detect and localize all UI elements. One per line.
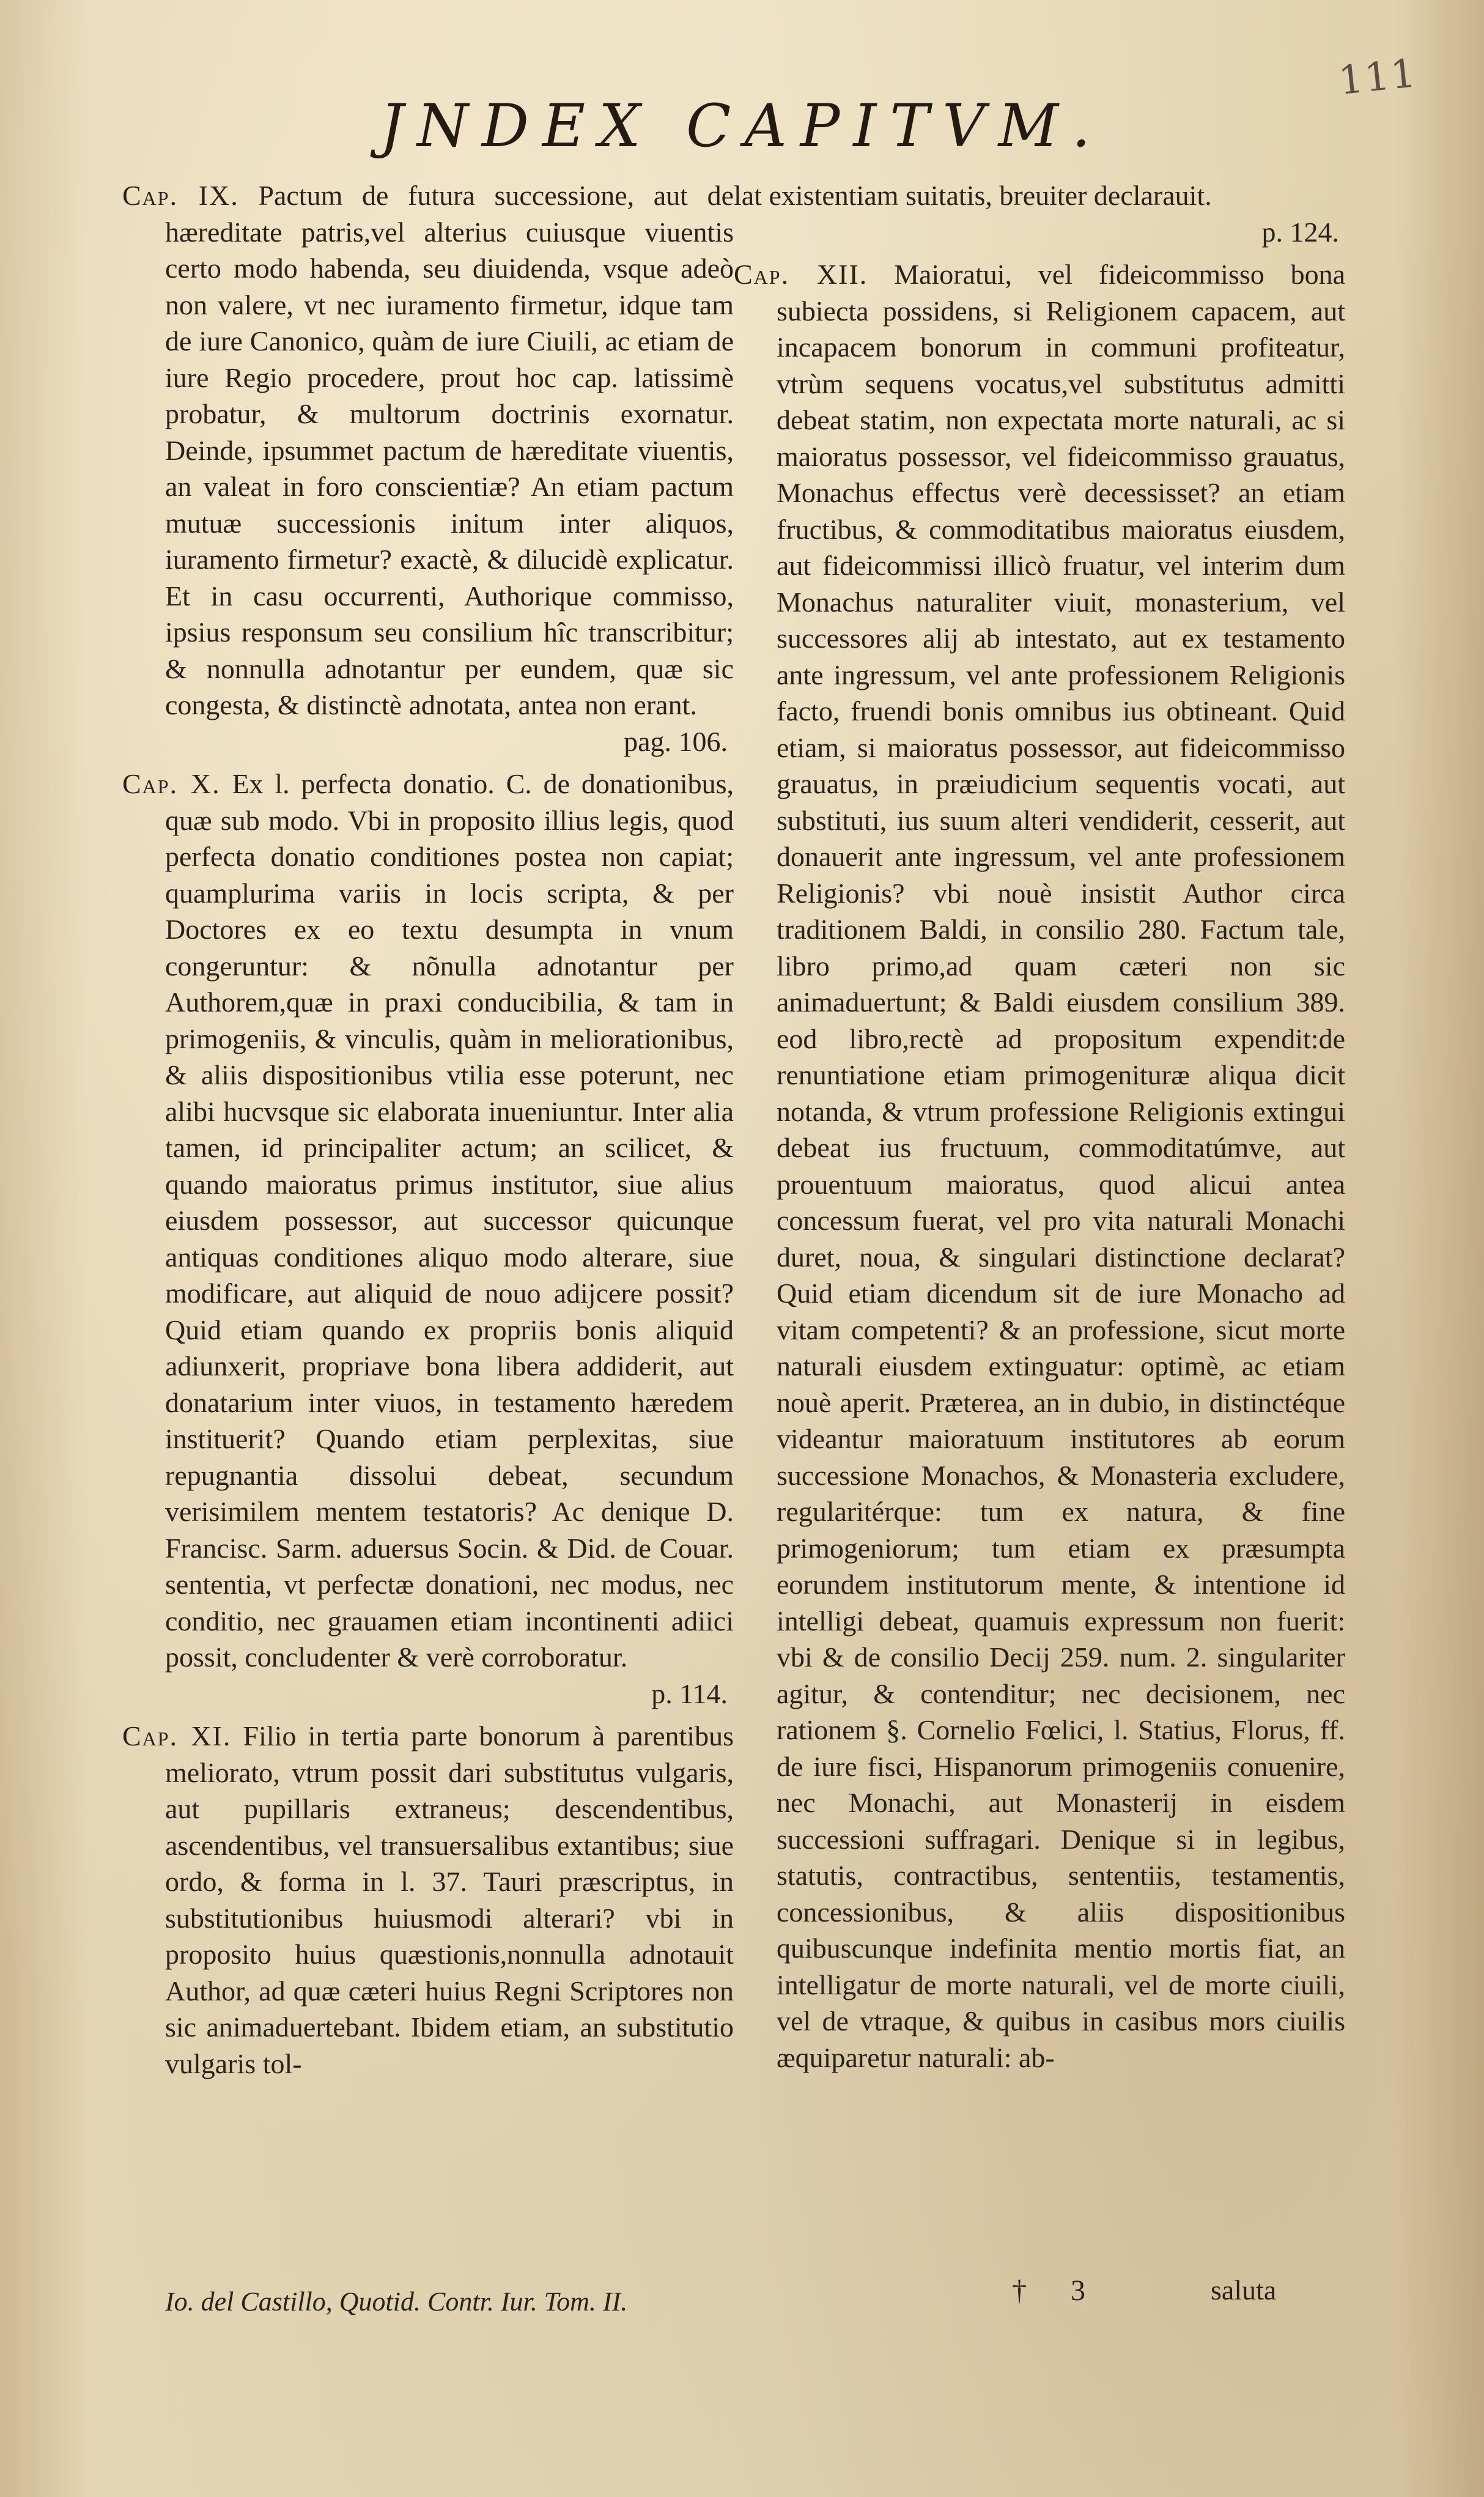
page-header: JNDEX CAPITVM. [380,92,1104,160]
entry-text: Maioratui, vel fideicommisso bona subiecta possidens, si Religionem capacem, aut incapacem bonorum in communi profiteatur, vtrùm sequens vocatus,vel substitutus admitti debeat statim, non expectata morte naturali, ac si maioratus possessor, vel fideicommisso grauatus, Monachus effectus verè decessisset? an etiam fructibus, & commoditatibus maioratus eiusdem, aut fideicommissi illicò fruatur, vel interim dum Monachus naturaliter viuit, monasterium, vel successores alij ab intestato, aut ex testamento ante ingressum, vel ante professionem Religionis facto, fruendi bonis omnibus ius obtineant. Quid etiam, si maioratus possessor, aut fideicommisso grauatus, in præiudicium sequentis vocati, aut substituti, ius suum alteri vendiderit, cesserit, aut donauerit ante ingressum, vel ante professionem Religionis? vbi nouè insistit Author circa traditionem Baldi, in consilio 280. Factum tale, libro primo,ad quam cæteri non sic animaduertunt; & Baldi eiusdem consilium 389. eod libro,rectè ad propositum expendit:de renuntiatione etiam primogenituræ aliqua dicit notanda, & vtrum professione Religionis extingui debeat ius fructuum, commoditatúmve, aut prouentuum maioratus, quod alicui antea concessum fuerat, vel pro vita naturali Monachi duret, noua, & singulari distinctione declarat? Quid etiam dicendum sit de iure Monacho ad vitam competenti? & an professione, sicut morte naturali eiusdem extinguatur: optimè, ac etiam nouè aperit. Præterea, an in dubio, in distinctéque videantur maioratuum institutores ab eorum successione Monachos, & Monasteria excludere, regularitérque: tum ex natura, & fine primogeniorum; tum etiam ex præsumpta eorundem institutorum mente, & intentione id intelligi debeat, quamuis expressum non fuerit: vbi & de consilio Decij 259. num. 2. singulariter agitur, & contenditur; nec decisionem, nec rationem §. Cornelio Fœlici, l. Statius, Florus, ff. de iure fisci, Hispanorum primogeniis conuenire, nec Monachi, aut Monasterij in eisdem successioni suffragari. Denique si in legibus, statutis, contractibus, sententiis, testamentis, concessionibus, & aliis dispositionibus quibuscunque indefinita mentio mortis fiat, an intelligatur de morte naturali, vel de morte ciuili, vel de vtraque, & quibus in casibus mors ciuilis æquiparetur naturali: ab- [777,259,1345,2073]
page-reference: p. 114. [651,1678,728,1709]
page-reference: pag. 106. [624,725,728,757]
index-entry-continuation [734,177,1345,250]
catchword: saluta [1211,2274,1277,2306]
entry-text: Pactum de futura successione, aut de hæreditate patris,vel alterius cuiusque viuentis certo modo habenda, seu diuidenda, vsque adeò non valere, vt nec iuramento firmetur, idque tam de iure Canonico, quàm de iure Ciuili, ac etiam de iure Regio procedere, prout hoc cap. latissimè probatur, & multorum doctrinis exornatur. Deinde, ipsummet pactum de hæreditate viuentis, an valeat in foro conscientiæ? An etiam pactum mutuæ successionis initum inter aliquos, iuramento firmetur? exactè, & dilucidè explicatur. Et in casu occurrenti, Authorique commisso, ipsius responsum seu consilium hîc transcribitur; & nonnulla adnotantur per eundem, quæ sic congesta, & distinctè adnotata, antea non erant. [165,180,734,720]
page-reference: p. 124. [1261,216,1339,248]
entry-text: lat existentiam suitatis, breuiter declarauit. [734,180,1212,211]
index-entry-cap-x [122,766,734,1712]
signature-mark: † 3 [1012,2274,1104,2307]
entry-text: Filio in tertia parte bonorum à parentibus meliorato, vtrum possit dari substitutus vulgaris, aut pupillaris extraneus; descendentibus, ascendentibus, vel transuersalibus extantibus; siue ordo, & forma in l. 37. Tauri præscriptus, in substitutionibus huiusmodi alterari? vbi in proposito huius quæstionis,nonnulla adnotauit Author, ad quæ cæteri huius Regni Scriptores non sic animaduertebant. Ibidem etiam, an substitutio vulgaris tol- [165,1720,734,2079]
chapter-label: Cap. X. [122,768,221,799]
right-column [734,177,1345,2082]
margin-mark: 111 [1336,51,1419,105]
index-entry-cap-xi [122,1718,734,2082]
left-column [122,177,734,2088]
index-entry-cap-ix [122,177,734,760]
running-title: Io. del Castillo, Quotid. Contr. Iur. Tom. II. [165,2287,628,2317]
chapter-label: Cap. IX. [122,180,239,211]
chapter-label: Cap. XII. [734,259,868,290]
index-entry-cap-xii [734,256,1345,2076]
chapter-label: Cap. XI. [122,1720,232,1752]
entry-text: Ex l. perfecta donatio. C. de donationibus, quæ sub modo. Vbi in proposito illius legis, quod perfecta donatio conditiones postea non capiat; quamplurima variis in locis scripta, & per Doctores ex eo textu desumpta in vnum congeruntur: & nõnulla adnotantur per Authorem,quæ in praxi conducibilia, & tam in primogeniis, & vinculis, quàm in meliorationibus, & aliis dispositionibus vtilia esse poterunt, nec alibi hucvsque sic elaborata inueniuntur. Inter alia tamen, id principaliter actum; an scilicet, & quando maioratus primus institutor, siue alius eiusdem possessor, aut successor quicunque antiquas conditiones aliquo modo alterare, siue modificare, aut aliquid de nouo adijcere possit? Quid etiam quando ex propriis bonis aliquid adiunxerit, propriave bona libera addiderit, aut donatarium inter viuos, in testamento hæredem instituerit? Quando etiam perplexitas, siue repugnantia dissolui debeat, secundum verisimilem mentem testatoris? Ac denique D. Francisc. Sarm. aduersus Socin. & Did. de Couar. sententia, vt perfectæ donationi, nec modus, nec conditio, nec grauamen etiam incontinenti adiici possit, concludenter & verè corroboratur. [165,768,734,1673]
